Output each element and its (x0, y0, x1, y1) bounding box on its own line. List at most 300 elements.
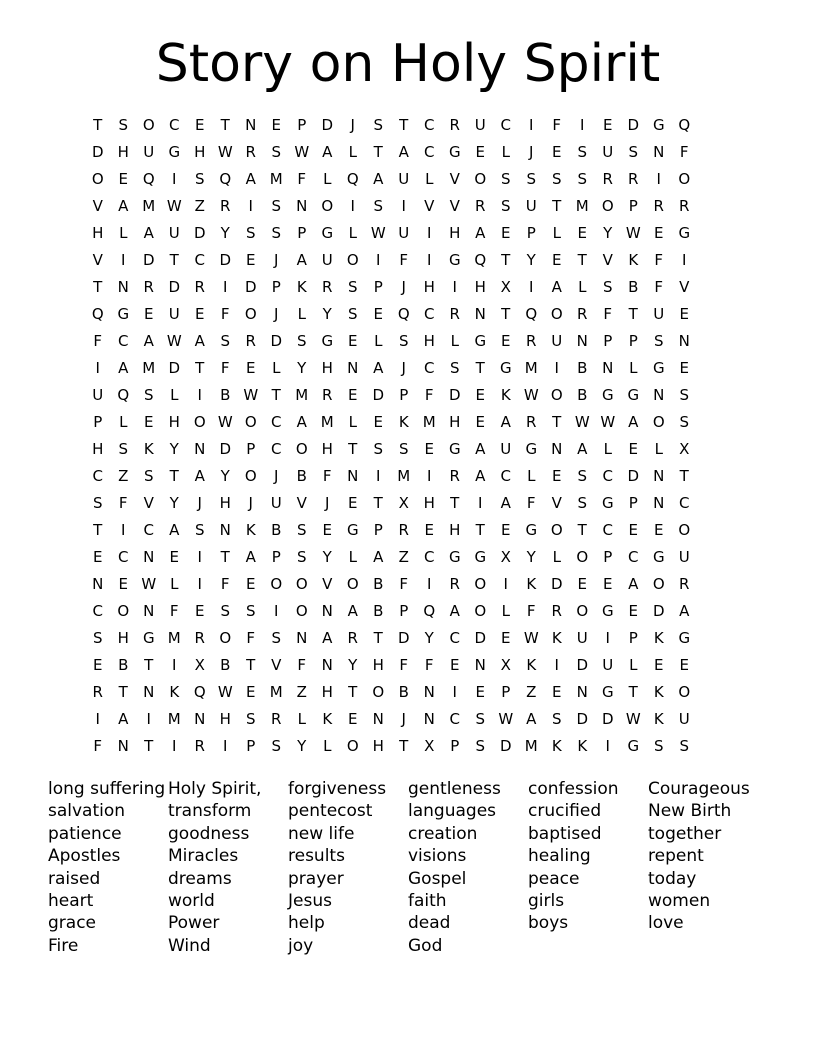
grid-letter: V (143, 493, 154, 512)
grid-letter: L (348, 223, 357, 242)
grid-letter: Q (346, 169, 359, 188)
grid-letter: R (398, 520, 409, 539)
grid-letter: I (503, 574, 508, 593)
grid-letter: G (601, 682, 614, 701)
grid-letter: D (576, 655, 589, 674)
grid-letter: O (346, 250, 359, 269)
grid-row (85, 219, 697, 246)
grid-letter: U (321, 250, 333, 269)
grid-letter: M (167, 628, 181, 647)
grid-letter: A (296, 250, 307, 269)
grid-letter: R (449, 574, 460, 593)
grid-letter: O (244, 412, 257, 431)
grid-letter: T (169, 466, 179, 485)
grid-letter: A (322, 628, 333, 647)
grid-letter: A (245, 169, 256, 188)
grid-letter: N (653, 142, 665, 161)
grid-letter: S (577, 466, 588, 485)
grid-letter: W (600, 412, 616, 431)
grid-row (85, 165, 697, 192)
grid-letter: E (552, 250, 562, 269)
grid-letter: H (423, 493, 435, 512)
grid-letter: E (195, 115, 205, 134)
grid-letter: P (246, 439, 256, 458)
grid-letter: I (146, 709, 151, 728)
grid-letter: F (93, 331, 103, 350)
grid-letter: S (449, 358, 460, 377)
grid-letter: O (295, 574, 308, 593)
grid-letter: G (499, 358, 512, 377)
grid-letter: T (246, 655, 256, 674)
word-list-item: help (288, 913, 325, 934)
grid-letter: U (551, 331, 563, 350)
grid-letter: M (295, 385, 309, 404)
grid-letter: V (92, 250, 103, 269)
grid-letter: U (270, 493, 282, 512)
word-list-item: creation (408, 823, 478, 844)
grid-letter: S (271, 223, 282, 242)
grid-letter: N (143, 547, 155, 566)
grid-letter: L (170, 385, 179, 404)
grid-letter: U (398, 223, 410, 242)
grid-letter: P (526, 223, 536, 242)
grid-row (85, 732, 697, 759)
grid-letter: C (449, 709, 460, 728)
grid-letter: M (142, 358, 156, 377)
grid-letter: N (321, 655, 333, 674)
grid-letter: S (245, 709, 256, 728)
grid-letter: L (348, 412, 357, 431)
grid-letter: O (91, 169, 104, 188)
grid-letter: G (117, 304, 130, 323)
grid-letter: W (523, 628, 539, 647)
grid-letter: O (244, 466, 257, 485)
grid-letter: Y (322, 547, 332, 566)
grid-letter: N (143, 682, 155, 701)
grid-letter: O (601, 196, 614, 215)
word-list-item: Apostles (48, 846, 121, 867)
grid-letter: F (220, 574, 230, 593)
grid-letter: A (373, 547, 384, 566)
grid-letter: W (625, 223, 641, 242)
grid-letter: E (246, 250, 256, 269)
grid-letter: K (169, 682, 180, 701)
grid-letter: F (424, 385, 434, 404)
word-list-item: Wind (168, 935, 211, 956)
grid-letter: F (603, 304, 613, 323)
grid-letter: O (474, 574, 487, 593)
grid-letter: G (678, 223, 691, 242)
grid-letter: I (427, 466, 432, 485)
grid-letter: R (347, 628, 358, 647)
grid-letter: I (427, 250, 432, 269)
grid-row (85, 570, 697, 597)
word-list-item: Holy Spirit, (168, 779, 262, 799)
grid-letter: C (424, 115, 435, 134)
word-list-item: women (648, 891, 711, 912)
grid-letter: R (679, 574, 690, 593)
grid-letter: N (423, 709, 435, 728)
grid-letter: A (373, 169, 384, 188)
grid-letter: Q (219, 169, 232, 188)
grid-letter: W (217, 142, 233, 161)
grid-letter: K (653, 628, 664, 647)
grid-letter: G (652, 547, 665, 566)
grid-row (85, 246, 697, 273)
grid-letter: B (271, 520, 282, 539)
word-list-item: today (648, 868, 697, 889)
grid-letter: Q (193, 682, 206, 701)
grid-letter: K (143, 439, 154, 458)
word-list (48, 778, 788, 957)
grid-letter: L (119, 223, 128, 242)
grid-letter: E (654, 520, 664, 539)
grid-letter: H (92, 223, 104, 242)
grid-letter: S (602, 277, 613, 296)
grid-letter: C (194, 250, 205, 269)
grid-letter: E (501, 628, 511, 647)
word-list-item: dead (408, 913, 451, 934)
grid-letter: A (118, 709, 129, 728)
grid-letter: A (475, 223, 486, 242)
grid-letter: S (551, 169, 562, 188)
grid-letter: C (602, 466, 613, 485)
grid-row (85, 597, 697, 624)
grid-letter: F (246, 628, 256, 647)
grid-letter: S (296, 547, 307, 566)
word-list-item: results (288, 846, 345, 867)
grid-letter: P (399, 385, 409, 404)
grid-letter: C (628, 547, 639, 566)
grid-letter: H (168, 412, 180, 431)
grid-letter: Q (678, 115, 691, 134)
grid-letter: O (474, 169, 487, 188)
grid-letter: F (399, 250, 409, 269)
grid-letter: F (399, 655, 409, 674)
grid-letter: P (628, 196, 638, 215)
grid-letter: N (551, 439, 563, 458)
grid-letter: I (580, 115, 585, 134)
grid-letter: D (652, 601, 665, 620)
grid-letter: P (628, 493, 638, 512)
grid-letter: Y (322, 304, 332, 323)
grid-letter: D (397, 628, 410, 647)
grid-letter: Y (297, 736, 307, 755)
grid-letter: T (373, 493, 383, 512)
grid-letter: U (168, 223, 180, 242)
word-list-item: Fire (48, 935, 79, 956)
grid-letter: F (220, 304, 230, 323)
grid-letter: D (627, 466, 640, 485)
grid-letter: F (399, 574, 409, 593)
grid-letter: R (143, 277, 154, 296)
grid-letter: O (142, 115, 155, 134)
grid-letter: I (478, 493, 483, 512)
grid-letter: N (678, 331, 690, 350)
grid-letter: G (321, 331, 334, 350)
grid-letter: T (118, 682, 128, 701)
grid-letter: D (142, 250, 155, 269)
grid-letter: T (373, 628, 383, 647)
grid-letter: X (424, 736, 435, 755)
grid-letter: N (296, 196, 308, 215)
grid-letter: N (296, 628, 308, 647)
word-list-item: New Birth (648, 801, 732, 822)
grid-letter: E (144, 412, 154, 431)
grid-letter: H (474, 277, 486, 296)
grid-letter: L (272, 358, 281, 377)
grid-letter: D (219, 250, 232, 269)
grid-letter: R (602, 169, 613, 188)
grid-letter: S (577, 142, 588, 161)
grid-letter: T (195, 358, 205, 377)
grid-row (85, 192, 697, 219)
grid-letter: L (578, 277, 587, 296)
grid-letter: T (475, 358, 485, 377)
grid-letter: P (297, 115, 307, 134)
grid-letter: B (628, 277, 639, 296)
grid-letter: K (322, 709, 333, 728)
word-list-item: new life (288, 823, 355, 844)
grid-row (85, 381, 697, 408)
grid-letter: W (166, 331, 182, 350)
grid-letter: T (577, 250, 587, 269)
grid-letter: W (243, 385, 259, 404)
grid-letter: N (602, 358, 614, 377)
grid-letter: E (501, 520, 511, 539)
grid-letter: N (219, 520, 231, 539)
grid-letter: X (500, 655, 511, 674)
grid-letter: W (523, 385, 539, 404)
grid-letter: Q (397, 304, 410, 323)
grid-letter: I (172, 655, 177, 674)
grid-letter: F (424, 655, 434, 674)
grid-letter: S (118, 439, 129, 458)
grid-letter: I (427, 223, 432, 242)
grid-letter: I (529, 115, 534, 134)
grid-letter: C (449, 628, 460, 647)
grid-letter: D (372, 385, 385, 404)
grid-letter: I (554, 655, 559, 674)
grid-letter: D (270, 331, 283, 350)
grid-letter: E (348, 493, 358, 512)
grid-letter: N (653, 493, 665, 512)
grid-letter: G (168, 142, 181, 161)
word-list-item: grace (48, 913, 97, 934)
grid-letter: N (653, 466, 665, 485)
grid-letter: J (248, 493, 253, 512)
grid-row (85, 624, 697, 651)
grid-letter: J (401, 709, 406, 728)
grid-letter: H (449, 520, 461, 539)
grid-letter: O (321, 196, 334, 215)
word-list-item: visions (408, 846, 467, 867)
grid-letter: E (195, 601, 205, 620)
grid-letter: U (678, 547, 690, 566)
grid-letter: K (245, 520, 256, 539)
grid-letter: A (551, 277, 562, 296)
grid-letter: O (474, 601, 487, 620)
grid-letter: H (321, 439, 333, 458)
grid-row (85, 705, 697, 732)
grid-letter: R (194, 736, 205, 755)
grid-letter: H (321, 682, 333, 701)
grid-letter: W (574, 412, 590, 431)
word-list-item: crucified (528, 801, 602, 822)
grid-letter: F (322, 466, 332, 485)
grid-letter: P (246, 736, 256, 755)
grid-letter: E (654, 655, 664, 674)
grid-letter: A (373, 358, 384, 377)
grid-letter: U (398, 169, 410, 188)
grid-letter: L (348, 142, 357, 161)
grid-letter: F (654, 277, 664, 296)
grid-letter: L (348, 547, 357, 566)
word-list-item: repent (648, 846, 704, 867)
letter-grid (85, 111, 697, 759)
grid-letter: A (500, 412, 511, 431)
grid-letter: S (271, 142, 282, 161)
grid-letter: C (424, 304, 435, 323)
grid-letter: E (475, 682, 485, 701)
grid-letter: B (220, 655, 231, 674)
grid-letter: K (551, 628, 562, 647)
grid-letter: G (142, 628, 155, 647)
word-column (648, 778, 768, 957)
grid-letter: R (245, 142, 256, 161)
grid-letter: S (92, 493, 103, 512)
grid-letter: R (577, 304, 588, 323)
grid-letter: S (551, 709, 562, 728)
grid-letter: R (526, 412, 537, 431)
grid-letter: I (682, 250, 687, 269)
grid-letter: H (117, 628, 129, 647)
grid-letter: S (526, 169, 537, 188)
grid-letter: E (628, 439, 638, 458)
grid-row (85, 516, 697, 543)
grid-letter: A (577, 439, 588, 458)
grid-letter: T (475, 520, 485, 539)
grid-letter: F (679, 142, 689, 161)
grid-letter: O (295, 601, 308, 620)
grid-letter: R (322, 385, 333, 404)
grid-letter: L (629, 655, 638, 674)
grid-letter: P (603, 547, 613, 566)
grid-row (85, 354, 697, 381)
grid-letter: G (448, 142, 461, 161)
grid-letter: I (350, 196, 355, 215)
grid-letter: F (552, 115, 562, 134)
grid-letter: J (274, 466, 279, 485)
grid-letter: O (550, 520, 563, 539)
grid-letter: E (552, 142, 562, 161)
grid-letter: P (373, 520, 383, 539)
grid-letter: P (603, 331, 613, 350)
grid-letter: C (500, 466, 511, 485)
word-list-item: goodness (168, 823, 250, 844)
grid-letter: X (398, 493, 409, 512)
grid-letter: E (679, 358, 689, 377)
word-column (408, 778, 528, 957)
word-list-item: healing (528, 846, 591, 867)
grid-letter: A (679, 601, 690, 620)
grid-letter: I (121, 520, 126, 539)
grid-letter: P (628, 628, 638, 647)
grid-letter: Y (603, 223, 613, 242)
grid-letter: Y (169, 439, 179, 458)
grid-letter: A (628, 574, 639, 593)
grid-letter: I (172, 169, 177, 188)
grid-letter: W (294, 142, 310, 161)
grid-letter: E (348, 709, 358, 728)
grid-letter: O (652, 574, 665, 593)
grid-letter: T (399, 736, 409, 755)
grid-letter: B (296, 466, 307, 485)
grid-letter: F (118, 493, 128, 512)
grid-letter: D (321, 115, 334, 134)
grid-letter: V (322, 574, 333, 593)
grid-row (85, 138, 697, 165)
grid-letter: D (219, 439, 232, 458)
grid-letter: A (449, 601, 460, 620)
grid-letter: Q (423, 601, 436, 620)
grid-letter: S (220, 331, 231, 350)
grid-letter: F (654, 250, 664, 269)
grid-letter: V (602, 250, 613, 269)
grid-letter: P (93, 412, 103, 431)
grid-letter: A (118, 196, 129, 215)
grid-letter: E (475, 412, 485, 431)
grid-letter: F (220, 358, 230, 377)
grid-letter: B (373, 601, 384, 620)
grid-letter: N (321, 601, 333, 620)
grid-letter: R (449, 466, 460, 485)
grid-letter: E (169, 547, 179, 566)
grid-letter: I (248, 196, 253, 215)
grid-letter: L (629, 358, 638, 377)
grid-letter: D (448, 385, 461, 404)
grid-letter: L (552, 223, 561, 242)
grid-row (85, 651, 697, 678)
grid-letter: H (449, 223, 461, 242)
grid-letter: U (678, 709, 690, 728)
grid-letter: S (143, 385, 154, 404)
grid-letter: U (500, 439, 512, 458)
grid-letter: V (296, 493, 307, 512)
grid-letter: P (628, 331, 638, 350)
grid-letter: G (525, 520, 538, 539)
grid-letter: E (424, 439, 434, 458)
grid-letter: D (168, 277, 181, 296)
grid-letter: S (296, 520, 307, 539)
grid-row (85, 300, 697, 327)
grid-letter: I (605, 736, 610, 755)
grid-letter: L (170, 574, 179, 593)
grid-row (85, 543, 697, 570)
grid-letter: O (219, 628, 232, 647)
grid-letter: L (323, 169, 332, 188)
grid-letter: T (628, 682, 638, 701)
grid-letter: R (194, 628, 205, 647)
grid-letter: K (500, 385, 511, 404)
grid-letter: L (501, 601, 510, 620)
grid-letter: X (500, 547, 511, 566)
grid-letter: T (399, 115, 409, 134)
grid-letter: A (296, 412, 307, 431)
grid-letter: G (652, 115, 665, 134)
grid-letter: I (223, 277, 228, 296)
grid-letter: H (92, 439, 104, 458)
